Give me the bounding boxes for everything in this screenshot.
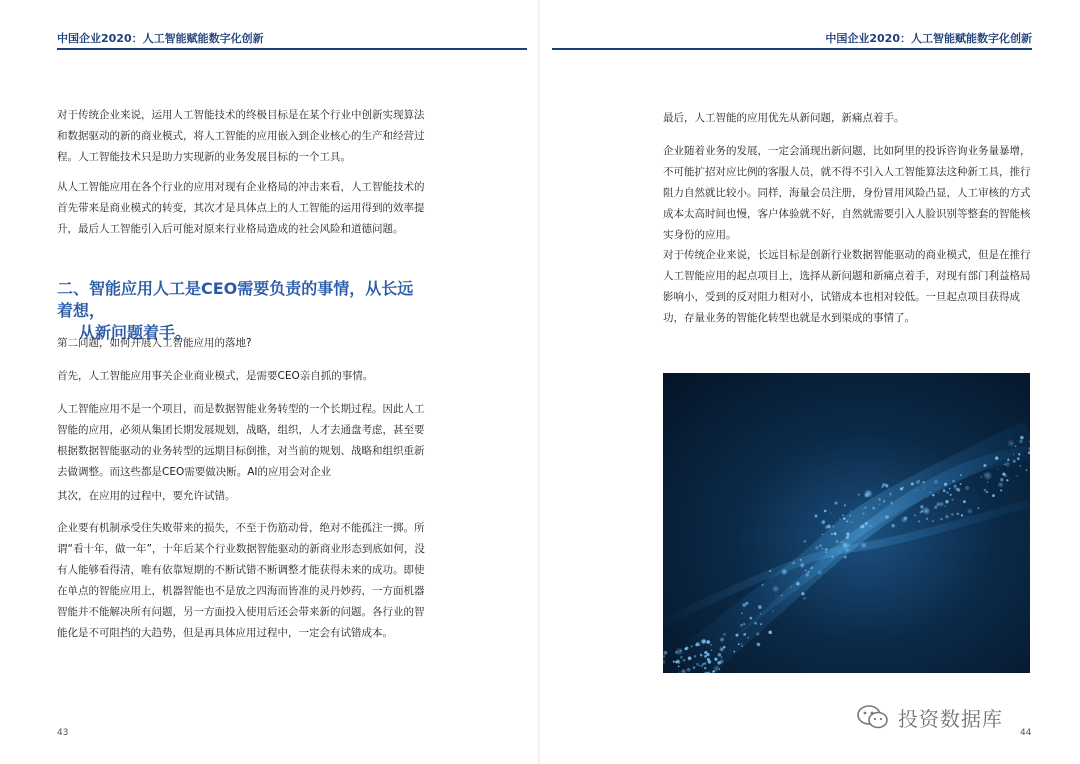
particle-dot — [719, 669, 720, 670]
particle-dot — [954, 488, 955, 489]
paragraph-ultimate-goal: 对于传统企业来说，运用人工智能技术的终极目标是在某个行业中创新实现算法和数据驱动的新的商业模式，将人工智能的应用嵌入到企业核心的生产和经营过程。人工智能技术只是助力实现新的业务发展目标的一个工具。 — [57, 109, 425, 163]
particle-dot — [1000, 478, 1003, 481]
particle-dot — [800, 559, 802, 561]
particle-dot — [943, 489, 946, 492]
particle-dot — [714, 658, 717, 661]
particle-dot — [865, 522, 868, 525]
particle-dot — [858, 494, 860, 496]
particle-dot — [741, 645, 743, 647]
particle-dot — [673, 661, 675, 663]
particle-dot — [885, 484, 888, 487]
particle-dot — [801, 592, 804, 595]
paragraph-new-problems: 企业随着业务的发展，一定会涌现出新问题，比如阿里的投诉咨询业务量暴增，不可能扩招对应比例的客服人员，就不得不引入人工智能算法这种新工具，推行阻力自然就比较小。同样，海量会员注册，身份冒用风险凸显，人工审核的方式成本太高时间也慢，客户体验就不好，自然就需要引入人脸识别等整套的智能核实身份的应用。 — [663, 145, 1031, 241]
particle-dot — [960, 483, 962, 485]
particle-dot — [663, 655, 665, 657]
particle-dot — [803, 597, 806, 600]
particle-dot — [680, 651, 681, 652]
particle-dot — [914, 515, 916, 517]
header-rule-left — [57, 48, 527, 50]
page-number-right: 44 — [1020, 728, 1032, 738]
paragraph-second: 其次，在应用的过程中，要允许试错。 — [57, 490, 236, 502]
particle-dot — [741, 612, 743, 614]
particle-dot — [890, 501, 893, 504]
particle-dot — [685, 647, 688, 650]
particle-dot — [676, 659, 679, 662]
particle-dot — [815, 515, 818, 518]
particle-wave-svg — [663, 373, 1030, 673]
particle-dot — [841, 541, 842, 542]
particle-dot — [775, 595, 776, 596]
particle-dot — [733, 651, 735, 653]
particle-dot — [710, 661, 712, 663]
particle-dot — [679, 672, 680, 673]
particle-dot — [822, 533, 824, 535]
particle-dot — [743, 633, 746, 636]
particle-dot — [760, 613, 762, 615]
particle-dot — [1007, 459, 1009, 461]
particle-dot — [922, 507, 930, 515]
particle-dot — [790, 586, 792, 588]
particle-dot — [961, 514, 963, 516]
particle-dot — [842, 514, 844, 516]
particle-dot — [747, 637, 749, 639]
particle-dot — [825, 551, 827, 553]
particle-dot — [743, 623, 745, 625]
particle-dot — [831, 556, 833, 558]
particle-dot — [845, 548, 848, 551]
particle-dot — [978, 507, 979, 508]
particle-dot — [1016, 476, 1017, 477]
particle-dot — [839, 518, 840, 519]
particle-dot — [836, 540, 839, 543]
running-header-left: 中国企业2020：人工智能赋能数字化创新 — [57, 32, 264, 45]
particle-dot — [719, 659, 724, 664]
particle-dot — [750, 617, 753, 620]
particle-dot — [723, 646, 726, 649]
particle-dot — [781, 568, 788, 575]
section-heading-line1: 二、智能应用人工是CEO需要负责的事情，从长远着想， — [57, 279, 414, 320]
particle-dot — [872, 507, 875, 510]
particle-dot — [710, 644, 711, 645]
particle-dot — [992, 494, 995, 497]
paragraph-first: 首先，人工智能应用事关企业商业模式，是需要CEO亲自抓的事情。 — [57, 370, 374, 382]
particle-dot — [678, 666, 680, 668]
particle-dot — [983, 471, 992, 480]
particle-dot — [930, 492, 931, 493]
particle-dot — [987, 482, 988, 483]
particle-dot — [949, 488, 951, 490]
particle-dot — [799, 563, 805, 569]
particle-dot — [1020, 436, 1024, 440]
particle-dot — [944, 506, 945, 507]
particle-dot — [699, 665, 700, 666]
particle-dot — [862, 512, 864, 514]
particle-dot — [959, 490, 960, 491]
particle-dot — [745, 602, 748, 605]
page-number-left: 43 — [57, 728, 69, 738]
particle-dot — [806, 573, 810, 577]
particle-dot — [1007, 439, 1015, 447]
particle-dot — [889, 493, 892, 496]
particle-dot — [864, 489, 873, 498]
particle-dot — [694, 655, 696, 657]
particle-dot — [900, 487, 903, 490]
particle-dot — [706, 653, 709, 656]
particle-dot — [997, 481, 1004, 488]
particle-dot — [691, 645, 693, 647]
particle-dot — [815, 546, 819, 550]
particle-dot — [986, 491, 988, 493]
particle-dot — [946, 491, 948, 493]
watermark-text: 投资数据库 — [898, 706, 1003, 731]
particle-dot — [918, 520, 920, 522]
particle-dot — [927, 497, 928, 498]
particle-dot — [741, 643, 742, 644]
particle-dot — [924, 488, 925, 489]
particle-dot — [772, 585, 780, 593]
particle-dot — [740, 624, 743, 627]
particle-dot — [865, 507, 867, 509]
particle-dot — [818, 571, 822, 575]
particle-dot — [997, 469, 998, 470]
particle-dot — [963, 500, 966, 503]
particle-dot — [860, 526, 863, 529]
particle-dot — [952, 480, 955, 483]
particle-dot — [878, 498, 880, 500]
particle-dot — [704, 667, 706, 669]
particle-dot — [736, 634, 739, 637]
particle-dot — [945, 514, 950, 519]
particle-dot — [911, 482, 914, 485]
particle-dot — [718, 653, 722, 657]
particle-dot — [881, 485, 883, 487]
paragraph-impact: 从人工智能应用在各个行业的应用对现有企业格局的冲击来看，人工智能技术的首先带来是商业模式的转变，其次才是具体点上的人工智能的运用得到的效率提升，最后人工智能引入后可能对原来行业格局造成的社会风险和道德问题。 — [57, 181, 425, 235]
particle-dot — [944, 483, 947, 486]
particle-dot — [832, 526, 834, 528]
particle-dot — [704, 662, 707, 665]
particle-dot — [916, 490, 917, 491]
particle-dot — [916, 480, 920, 484]
particle-dot — [822, 548, 824, 550]
particle-dot — [957, 513, 959, 515]
particle-dot — [934, 480, 938, 484]
particle-dot — [1018, 453, 1021, 456]
particle-dot — [825, 548, 828, 551]
particle-dot — [730, 649, 731, 650]
paragraph-traditional: 对于传统企业来说，长远目标是创新行业数据智能驱动的商业模式，但是在推行人工智能应用的起点项目上，选择从新问题和新痛点着手，对现有部门利益格局影响小，受到的反对阻力相对小，试错成本也相对较低。一旦起点项目获得成功，存量业务的智能化转型也就是水到渠成的事情了。 — [663, 249, 1031, 324]
particle-dot — [1006, 479, 1008, 481]
particle-dot — [953, 485, 956, 488]
particle-dot — [822, 520, 825, 523]
particle-dot — [846, 536, 849, 539]
particle-dot — [711, 650, 713, 652]
particle-dot — [707, 658, 710, 661]
particle-dot — [829, 556, 830, 557]
particle-dot — [879, 504, 880, 505]
particle-dot — [757, 643, 761, 647]
particle-dot — [772, 610, 774, 612]
particle-dot — [960, 474, 962, 476]
particle-dot — [664, 651, 668, 655]
paragraph-finally: 最后，人工智能的应用优先从新问题，新痛点着手。 — [663, 112, 905, 124]
particle-dot — [824, 510, 827, 513]
particle-dot — [688, 656, 692, 660]
particle-dot — [844, 556, 846, 558]
section-heading-line2: 从新问题着手。 — [79, 323, 192, 342]
wechat-icon — [856, 704, 890, 730]
particle-dot — [830, 513, 831, 514]
particle-dot — [1019, 440, 1023, 444]
particle-dot — [834, 532, 837, 535]
paragraph-trial-error: 企业要有机制承受住失败带来的损失，不至于伤筋动骨，绝对不能孤注一掷。所谓“看十年，做一年”，十年后某个行业数据智能驱动的新商业形态到底如何，没有人能够看得清，唯有依靠短期的不断试错不断调整才能获得未来的成功。即使在单点的智能应用上，机器智能也不是放之四海而皆准的灵丹妙药，一方面机器智能并不能解决所有问题，另一方面投入使用后还会带来新的问题。各行业的智能化是不可阻挡的大趋势，但是再具体应用过程中，一定会有试错成本。 — [57, 522, 425, 639]
particle-dot — [891, 524, 895, 528]
particle-dot — [932, 494, 935, 497]
particle-dot — [938, 492, 939, 493]
particle-dot — [883, 500, 885, 502]
watermark — [856, 700, 1003, 734]
particle-dot — [1013, 454, 1014, 455]
particle-dot — [768, 631, 772, 635]
particle-dot — [860, 542, 866, 548]
particle-dot — [846, 520, 848, 522]
particle-dot — [683, 659, 685, 661]
particle-dot — [663, 658, 666, 666]
particle-dot — [675, 647, 684, 656]
particle-dot — [904, 520, 905, 521]
particle-dot — [920, 511, 922, 513]
particle-dot — [738, 643, 740, 645]
header-rule-right — [552, 48, 1032, 50]
particle-dot — [1013, 460, 1016, 463]
particle-dot — [808, 571, 810, 573]
particle-dot — [754, 622, 757, 625]
particle-dot — [700, 664, 703, 667]
particle-dot — [720, 656, 722, 658]
particle-dot — [920, 505, 923, 508]
particle-dot — [696, 642, 699, 645]
particle-dot — [762, 584, 764, 586]
particle-dot — [849, 515, 850, 516]
particle-dot — [936, 505, 937, 506]
particle-dot — [844, 504, 846, 506]
particle-dot — [967, 508, 973, 514]
particle-dot — [843, 518, 845, 520]
particle-dot — [756, 632, 759, 635]
particle-dot — [760, 623, 762, 625]
particle-dot — [1019, 465, 1021, 467]
particle-dot — [984, 489, 987, 492]
particle-dot — [926, 518, 928, 520]
particle-dot — [934, 506, 937, 509]
particle-dot — [951, 513, 954, 516]
paragraph-long-process: 人工智能应用不是一个项目，而是数据智能业务转型的一个长期过程。因此人工智能的应用，必须从集团长期发展规划，战略，组织，人才去通盘考虑，甚至要根据数据智能驱动的业务转型的远期目标倒推，对当前的规划、战略和组织重新去做调整。而这些都是CEO需要做决断。AI的应用会对企业 — [57, 403, 425, 478]
particle-dot — [983, 464, 986, 467]
particle-dot — [781, 595, 783, 597]
particle-dot — [870, 525, 872, 527]
paragraph-question: 第二问题，如何开展人工智能应用的落地? — [57, 337, 252, 349]
particle-dot — [945, 500, 948, 503]
particle-dot — [680, 668, 686, 673]
particle-dot — [1004, 464, 1005, 465]
particle-dot — [706, 640, 710, 644]
particle-dot — [1026, 469, 1028, 471]
particle-dot — [1017, 457, 1020, 460]
particle-dot — [805, 569, 806, 570]
particle-dot — [922, 481, 924, 483]
particle-dot — [723, 633, 726, 636]
particle-dot — [702, 639, 706, 643]
particle-dot — [932, 520, 934, 522]
particle-dot — [865, 494, 868, 497]
abstract-particle-wave-image — [663, 373, 1030, 673]
particle-dot — [796, 582, 800, 586]
particle-dot — [680, 656, 683, 659]
running-header-right: 中国企业2020：人工智能赋能数字化创新 — [825, 32, 1032, 45]
particle-dot — [850, 521, 852, 523]
particle-dot — [850, 510, 852, 512]
particle-dot — [1002, 473, 1005, 476]
particle-dot — [696, 663, 699, 666]
particle-dot — [886, 515, 890, 519]
particle-dot — [804, 540, 807, 543]
particle-dot — [700, 654, 703, 657]
particle-dot — [900, 516, 908, 524]
particle-dot — [881, 518, 882, 519]
particle-dot — [719, 637, 725, 643]
particle-dot — [940, 518, 942, 520]
particle-dot — [950, 494, 952, 496]
particle-dot — [995, 456, 998, 459]
particle-dot — [758, 605, 762, 609]
particle-dot — [827, 525, 831, 529]
particle-dot — [1000, 489, 1002, 491]
particle-dot — [951, 498, 953, 500]
particle-dot — [792, 562, 795, 565]
particle-dot — [835, 502, 838, 505]
particle-dot — [687, 668, 691, 672]
particle-dot — [713, 670, 716, 673]
particle-dot — [846, 532, 849, 535]
particle-dot — [842, 541, 850, 549]
particle-dot — [831, 533, 833, 535]
particle-dot — [693, 667, 695, 669]
particle-dot — [965, 486, 969, 490]
particle-dot — [1008, 458, 1009, 459]
particle-dot — [819, 545, 821, 547]
particle-dot — [810, 566, 813, 569]
particle-dot — [1015, 445, 1017, 447]
particle-dot — [769, 570, 771, 572]
particle-dot — [980, 476, 982, 478]
particle-dot — [864, 508, 865, 509]
